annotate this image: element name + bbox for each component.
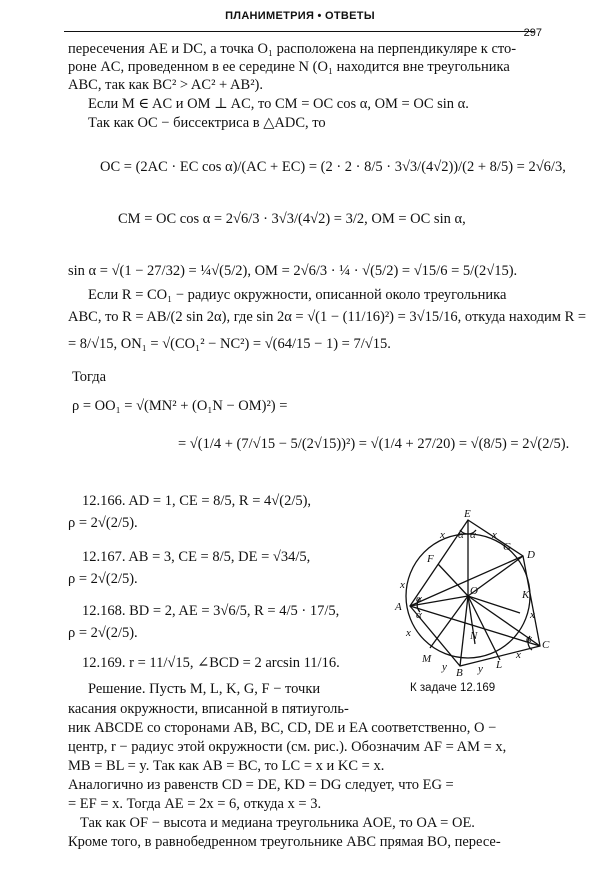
label-e: E bbox=[464, 508, 471, 520]
label-d: D bbox=[527, 549, 535, 561]
formula-cm: CM = OC cos α = 2√6/3 · 3√3/(4√2) = 3/2, OM = OC sin α, bbox=[118, 211, 466, 227]
answer-12-169: 12.169. r = 11/√15, ∠BCD = 2 arcsin 11/16. bbox=[82, 655, 340, 671]
label-alpha-4: α bbox=[416, 609, 422, 621]
solution-line-8: Так как OF − высота и медиана треугольника AOE, то OA = OE. bbox=[80, 815, 475, 831]
label-alpha-5: α bbox=[526, 633, 532, 645]
label-f: F bbox=[427, 553, 434, 565]
label-y-bl: y bbox=[478, 663, 483, 675]
label-alpha-1: α bbox=[458, 529, 464, 541]
solution-line-2: касания окружности, вписанной в пятиуголь- bbox=[68, 701, 349, 717]
formula-sin: sin α = √(1 − 27/32) = ¼√(5/2), OM = 2√6/3 · ¼ · √(5/2) = √15/6 = 5/(2√15). bbox=[68, 263, 518, 279]
solution-line-5: MB = BL = y. Так как AB = BC, то LC = x и KC = x. bbox=[68, 758, 385, 774]
solution-line-6: Аналогично из равенств CD = DE, KD = DG следует, что EG = bbox=[68, 777, 454, 793]
text-line-12: Тогда bbox=[72, 369, 107, 385]
label-alpha-3: α bbox=[416, 593, 422, 605]
header-rule bbox=[64, 31, 534, 32]
label-x-af: x bbox=[400, 579, 405, 591]
text-line-1: пересечения AE и DC, а точка O₁ расположена на перпендикуляре к сто- bbox=[68, 41, 517, 57]
label-k: K bbox=[522, 589, 530, 601]
page-number: 297 bbox=[523, 27, 542, 39]
text-line-11: = 8/√15, ON₁ = √(CO₁² − NC²) = √(64/15 − 1) = 7/√15. bbox=[68, 336, 391, 352]
formula-rho-1: ρ = OO₁ = √(MN² + (O₁N − OM)²) = bbox=[72, 398, 288, 414]
solution-line-1: Решение. Пусть M, L, K, G, F − точки bbox=[88, 681, 321, 697]
figure-caption: К задаче 12.169 bbox=[410, 682, 496, 694]
text-line-4: Если M ∈ AC и OM ⊥ AC, то CM = OC cos α, OM = OC sin α. bbox=[88, 96, 469, 112]
label-b: B bbox=[456, 667, 463, 678]
formula-oc: OC = (2AC · EC cos α)/(AC + EC) = (2 · 2 · 8/5 · 3√3/(4√2))/(2 + 8/5) = 2√6/3, bbox=[100, 159, 566, 175]
text-line-2: роне AC, проведенном в ее середине N (O₁ находится вне треугольника bbox=[68, 59, 510, 75]
answer-12-168-rho: ρ = 2√(2/5). bbox=[68, 625, 138, 641]
text-line-5: Так как OC − биссектриса в △ADC, то bbox=[88, 115, 326, 131]
running-header: ПЛАНИМЕТРИЯ • ОТВЕТЫ bbox=[225, 10, 375, 22]
label-o: O bbox=[470, 585, 478, 597]
label-x-kc: x bbox=[530, 609, 535, 621]
text-line-10: ABC, то R = AB/(2 sin 2α), где sin 2α = √(1 − (11/16)²) = 3√15/16, откуда находим R = bbox=[68, 309, 587, 325]
label-x-ef: x bbox=[440, 529, 445, 541]
solution-line-7: = EF = x. Тогда AE = 2x = 6, откуда x = 3. bbox=[68, 796, 322, 812]
label-alpha-2: α bbox=[470, 529, 476, 541]
solution-line-9: Кроме того, в равнобедренном треугольнике ABC прямая BO, пересе- bbox=[68, 834, 501, 850]
label-g: G bbox=[503, 541, 511, 553]
pentagon-incircle-figure bbox=[380, 508, 550, 678]
label-m: M bbox=[422, 653, 432, 665]
label-x-lc: x bbox=[516, 649, 521, 661]
answer-12-167: 12.167. AB = 3, CE = 8/5, DE = √34/5, bbox=[82, 549, 311, 565]
label-x-eg: x bbox=[492, 529, 497, 541]
answer-12-166: 12.166. AD = 1, CE = 8/5, R = 4√(2/5), bbox=[82, 493, 312, 509]
text-line-9: Если R = CO₁ − радиус окружности, описанной около треугольника bbox=[88, 287, 507, 303]
label-n: N bbox=[470, 630, 478, 642]
label-l: L bbox=[496, 659, 503, 671]
formula-rho-2: = √(1/4 + (7/√15 − 5/(2√15))²) = √(1/4 + 27/20) = √(8/5) = 2√(2/5). bbox=[178, 436, 570, 452]
solution-line-4: центр, r − радиус этой окружности (см. рис.). Обозначим AF = AM = x, bbox=[68, 739, 507, 755]
label-x-am: x bbox=[406, 627, 411, 639]
answer-12-167-rho: ρ = 2√(2/5). bbox=[68, 571, 138, 587]
answer-12-166-rho: ρ = 2√(2/5). bbox=[68, 515, 138, 531]
label-a: A bbox=[395, 601, 402, 613]
label-c: C bbox=[542, 639, 550, 651]
text-line-3: ABC, так как BC² > AC² + AB²). bbox=[68, 77, 263, 93]
solution-line-3: ник ABCDE со сторонами AB, BC, CD, DE и EA соответственно, O − bbox=[68, 720, 497, 736]
label-y-mb: y bbox=[442, 661, 447, 673]
answer-12-168: 12.168. BD = 2, AE = 3√6/5, R = 4/5 · 17/5, bbox=[82, 603, 340, 619]
